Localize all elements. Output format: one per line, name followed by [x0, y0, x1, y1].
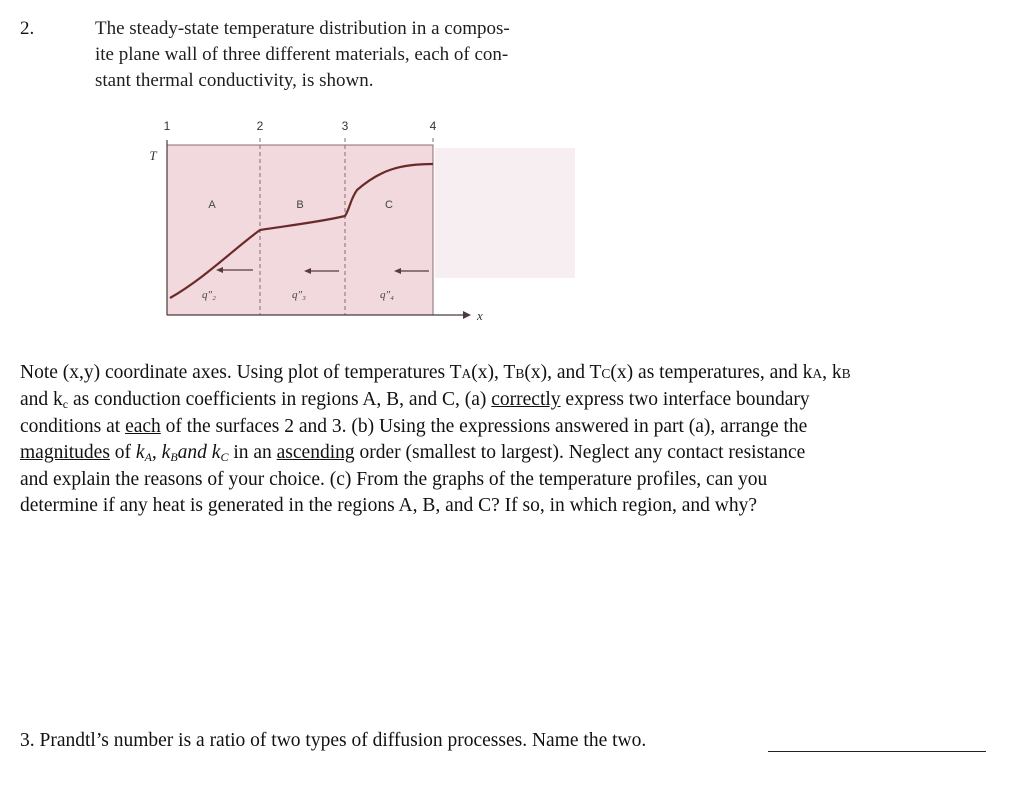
- question-3: 3. Prandtl’s number is a ratio of two types of diffusion processes. Name the two.: [20, 730, 647, 751]
- underlined-word: correctly: [491, 389, 561, 410]
- surface-label-2: 2: [256, 119, 264, 133]
- math-symbol: k: [135, 442, 145, 463]
- subscript: A: [461, 366, 472, 381]
- math-symbol: , k: [151, 442, 171, 463]
- note-text: Note (x,y) coordinate axes. Using plot of temperatures T: [20, 362, 462, 383]
- subscript: A: [812, 366, 823, 381]
- note-text: (x), T: [471, 362, 516, 383]
- note-text: conditions at: [20, 416, 126, 437]
- flux-label-q3: q″₃: [292, 289, 306, 301]
- region-label-a: A: [208, 199, 216, 211]
- background-shade: [435, 148, 575, 278]
- note-text: (x) as temperatures, and k: [610, 362, 813, 383]
- underlined-word: magnitudes: [20, 442, 110, 463]
- temperature-distribution-diagram: [95, 108, 595, 333]
- y-axis-label: T: [149, 148, 157, 163]
- subscript: A: [144, 450, 152, 464]
- surface-label-3: 3: [341, 119, 349, 133]
- problem-statement: [95, 16, 595, 94]
- composite-wall-figure: [95, 108, 595, 333]
- flux-label-q4: q″₄: [380, 289, 394, 301]
- problem-line: stant thermal conductivity, is shown.: [95, 70, 374, 91]
- subscript: C: [220, 450, 229, 464]
- region-label-c: C: [385, 199, 393, 211]
- underlined-word: each: [125, 416, 161, 437]
- answer-blank-line[interactable]: [768, 751, 986, 752]
- subscript: c: [62, 397, 69, 411]
- note-text: , k: [822, 362, 842, 383]
- problem-line: The steady-state temperature distribution in a compos-: [95, 18, 510, 39]
- note-line-1: [20, 360, 1005, 387]
- note-text: express two interface boundary: [560, 389, 810, 410]
- region-label-b: B: [296, 199, 304, 211]
- subscript: B: [170, 450, 178, 464]
- subscript: B: [515, 366, 525, 381]
- x-axis-label: x: [477, 308, 483, 323]
- math-symbol: and k: [177, 442, 221, 463]
- note-text: in an: [228, 442, 277, 463]
- subscript: C: [601, 366, 611, 381]
- note-text: as conduction coefficients in regions A, B, and C, (a): [68, 389, 492, 410]
- note-text: of the surfaces 2 and 3. (b) Using the expressions answered in part (a), arrange the: [160, 416, 808, 437]
- note-line-4: [20, 440, 1005, 467]
- note-text: of: [109, 442, 136, 463]
- problem-line: ite plane wall of three different materials, each of con-: [95, 44, 509, 65]
- flux-label-q2: q″₂: [202, 289, 216, 301]
- note-line-3: [20, 414, 1005, 440]
- underlined-word: ascending: [276, 442, 355, 463]
- surface-label-1: 1: [163, 119, 171, 133]
- question-2-instructions: [20, 360, 1005, 519]
- note-line-5: and explain the reasons of your choice. (c) From the graphs of the temperature profiles, can you: [20, 469, 768, 490]
- note-text: (x), and T: [524, 362, 602, 383]
- note-text: and k: [20, 389, 63, 410]
- surface-label-4: 4: [429, 119, 437, 133]
- question-2-number: 2.: [20, 18, 35, 39]
- subscript: B: [841, 366, 851, 381]
- note-text: order (smallest to largest). Neglect any contact resistance: [354, 442, 806, 463]
- note-line-2: [20, 387, 1005, 414]
- note-line-6: determine if any heat is generated in the regions A, B, and C? If so, in which region, and why?: [20, 495, 758, 516]
